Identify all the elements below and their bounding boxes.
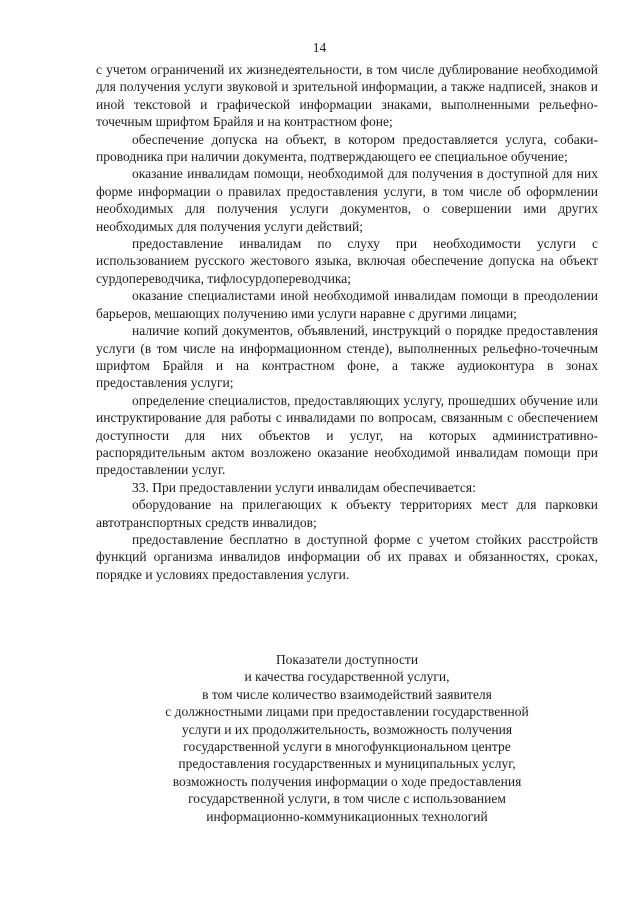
heading-line: государственной услуги в многофункциональном центре bbox=[183, 739, 511, 755]
heading-line: с должностными лицами при предоставлении государственной bbox=[165, 704, 529, 720]
section-heading bbox=[96, 651, 598, 825]
document-body bbox=[96, 61, 598, 583]
heading-line: Показатели доступности bbox=[275, 652, 419, 667]
paragraph: предоставление инвалидам по слуху при необходимости услуги с использованием русского жестового языка, включая обеспечение допуска на объект сурдопереводчика, тифлосурдопереводчика; bbox=[96, 236, 598, 286]
paragraph: определение специалистов, предоставляющих услугу, прошедших обучение или инструктирование для работы с инвалидами по вопросам, связанным с обеспечением доступности для них объектов и услуг, на которых административно-распорядительным актом возложено оказание необходимой инвалидам помощи при предоставлении услуг. bbox=[96, 392, 598, 478]
paragraph: наличие копий документов, объявлений, инструкций о порядке предоставления услуги (в том числе на информационном стенде), выполненных рельефно-точечным шрифтом Брайля и на контрастном фоне, а также аудиоконтура в зонах предоставления услуги; bbox=[96, 323, 598, 391]
paragraph: оказание инвалидам помощи, необходимой для получения в доступной для них форме информации о правилах предоставления услуги, в том числе об оформлении необходимых для получения услуги документов, о совершении ими других необходимых для получения услуги действий; bbox=[96, 166, 598, 234]
paragraph: оборудование на прилегающих к объекту территориях мест для парковки автотранспортных средств инвалидов; bbox=[96, 497, 598, 530]
paragraph: с учетом ограничений их жизнедеятельности, в том числе дублирование необходимой для получения услуги звуковой и зрительной информации, а также надписей, знаков и иной текстовой и графической информации знаками, выполненными рельефно-точечным шрифтом Брайля и на контрастном фоне; bbox=[96, 62, 598, 130]
paragraph: оказание специалистами иной необходимой инвалидам помощи в преодолении барьеров, мешающих получению ими услуги наравне с другими лицами; bbox=[96, 288, 598, 321]
page-number: 14 bbox=[312, 40, 327, 55]
paragraph: предоставление бесплатно в доступной форме с учетом стойких расстройств функций организма инвалидов информации об их правах и обязанностях, сроках, порядке и условиях предоставления услуги. bbox=[96, 531, 598, 582]
heading-line: услуги и их продолжительность, возможность получения bbox=[181, 721, 513, 737]
heading-line: государственной услуги, в том числе с использованием bbox=[188, 791, 506, 807]
paragraph: 33. При предоставлении услуги инвалидам обеспечивается: bbox=[132, 479, 476, 495]
heading-line: предоставления государственных и муниципальных услуг, bbox=[178, 756, 516, 772]
heading-line: возможность получения информации о ходе предоставления bbox=[172, 773, 522, 789]
heading-line: в том числе количество взаимодействий заявителя bbox=[202, 686, 492, 702]
paragraph: обеспечение допуска на объект, в котором предоставляется услуга, собаки-проводника при наличии документа, подтверждающего ее специальное обучение; bbox=[96, 131, 598, 165]
heading-line: и качества государственной услуги, bbox=[244, 669, 450, 685]
heading-line: информационно-коммуникационных технологий bbox=[206, 808, 488, 824]
